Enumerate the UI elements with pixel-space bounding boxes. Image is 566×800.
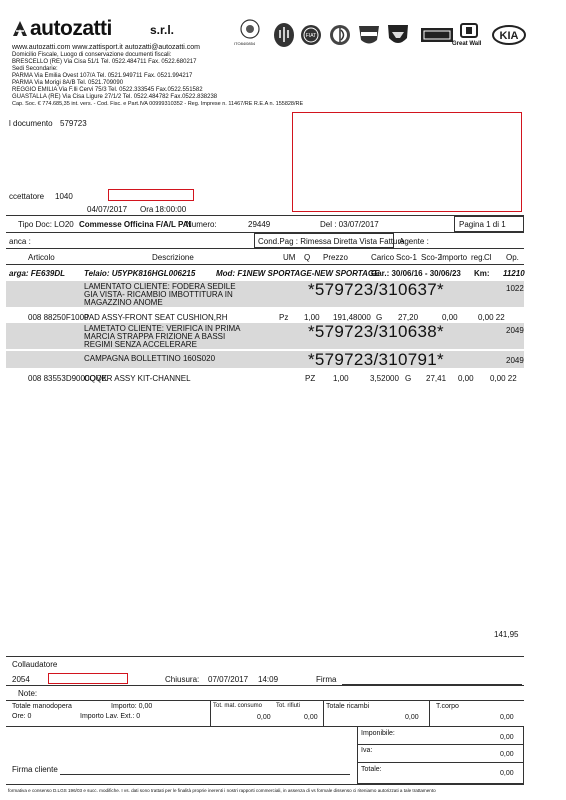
banca-label: anca : xyxy=(9,237,31,246)
company-capital-info: Cap. Soc. € 774.685,35 int. vers. - Cod. Fisc. e Part.IVA 00999310352 - Reg. Imprese n. 11467/RE R.E.A n. 155828/RE xyxy=(12,101,304,107)
note-line: MARCIA STRAPPA FRIZIONE A BASSI xyxy=(84,332,226,341)
jeep-logo xyxy=(420,22,454,48)
item-amount: 0,00 xyxy=(458,374,474,383)
item-discount: 27,41 xyxy=(426,374,447,383)
agente-label: Agente : xyxy=(399,237,429,246)
document-total: 141,95 xyxy=(494,630,519,639)
acceptor-label: ccettatore xyxy=(9,192,45,201)
col-sco2: Sco-2 xyxy=(421,253,442,262)
col-carico: Carico xyxy=(371,253,395,262)
firma-label: Firma xyxy=(316,675,337,684)
chiusura-time: 14:09 xyxy=(258,675,279,684)
km-value: 11210 xyxy=(503,269,525,278)
col-descrizione: Descrizione xyxy=(152,253,194,262)
barcode-text: *579723/310791* xyxy=(308,350,444,369)
col-cl: Cl xyxy=(484,253,492,262)
headquarters-address: BRESCELLO (RE) Via Cisa 51/1 Tel. 0522.484711 Fax. 0522.680217 xyxy=(12,59,197,65)
svg-text:FIAT: FIAT xyxy=(305,33,317,39)
km-label: Km: xyxy=(474,269,490,278)
note-line: LAMENTATO CLIENTE: FODERA SEDILE xyxy=(84,282,236,291)
item-um: Pz xyxy=(279,313,289,322)
targa: arga: FE639DL xyxy=(9,269,66,278)
document-time: 18:00:00 xyxy=(155,205,187,214)
operator-code: 1022 xyxy=(506,284,524,293)
secondary-offices-label: Sedi Secondarie: xyxy=(12,66,58,72)
collaudatore-code: 2054 xyxy=(12,675,30,684)
item-um: PZ xyxy=(305,374,316,383)
col-sco1: Sco-1 xyxy=(396,253,417,262)
kia-logo xyxy=(492,22,526,48)
col-q: Q xyxy=(304,253,311,262)
note-line: LAMETATO CLIENTE: VERIFICA IN PRIMA xyxy=(84,324,241,333)
time-label: Ora xyxy=(140,205,154,214)
totale-value: 0,00 xyxy=(500,770,514,777)
barcode-text: *579723/310637* xyxy=(308,280,444,299)
note-line: REGIMI SENZA ACCELERARE xyxy=(84,340,197,349)
col-importo: Importo xyxy=(440,253,468,262)
importo-label: Importo: 0,00 xyxy=(111,703,153,710)
lancia-logo xyxy=(357,22,381,48)
fiscal-address-label: Domicilio Fiscale, Luogo di conservazione documenti fiscali: xyxy=(12,52,172,58)
item-vat: 0,00 22 xyxy=(478,313,505,322)
note-label: Note: xyxy=(18,689,38,698)
col-op: Op. xyxy=(506,253,519,262)
maserati-logo xyxy=(273,22,295,48)
col-articolo: Articolo xyxy=(28,253,55,262)
numero-value: 29449 xyxy=(248,220,271,229)
abarth-logo xyxy=(386,22,410,48)
telaio: Telaio: U5YPK816HGL006215 xyxy=(84,269,196,278)
totale-ricambi-value: 0,00 xyxy=(405,714,419,721)
collaudatore-label: Collaudatore xyxy=(12,660,58,669)
item-code: 008 88250F1000 xyxy=(28,313,89,322)
client-signature-line xyxy=(60,774,350,775)
chiusura-label: Chiusura: xyxy=(165,675,200,684)
cert-badge-text: ITO84/0854 xyxy=(234,41,256,46)
col-prezzo: Prezzo xyxy=(323,253,348,262)
model: Mod: F1NEW SPORTAGE-NEW SPORTAGE xyxy=(216,269,380,278)
totale-ricambi-label: Totale ricambi xyxy=(326,703,370,710)
item-description: PAD ASSY-FRONT SEAT CUSHION,RH xyxy=(84,313,228,322)
customer-address-box xyxy=(292,112,522,212)
col-reg: reg. xyxy=(471,253,485,262)
item-price: 3,52000 xyxy=(370,374,399,383)
page-indicator: Pagina 1 di 1 xyxy=(459,220,506,229)
note-line: GIA VISTA- RICAMBIO IMBOTTITURA IN xyxy=(84,290,233,299)
item-quantity: 1,00 xyxy=(333,374,349,383)
item-quantity: 1,00 xyxy=(304,313,320,322)
importo-lav-ext: Importo Lav. Ext.: 0 xyxy=(80,713,141,720)
company-suffix: s.r.l. xyxy=(150,23,175,37)
imponibile-value: 0,00 xyxy=(500,734,514,741)
payment-terms: Cond.Pag : Rimessa Diretta Vista Fattura xyxy=(258,237,405,246)
tcorpo-label: T.corpo xyxy=(436,703,459,710)
commesse: Commesse Officina F/A/L PAI xyxy=(79,220,191,229)
alfa-romeo-logo xyxy=(329,22,351,48)
tot-mat-consumo-value: 0,00 xyxy=(257,714,271,721)
tot-rifiuti-value: 0,00 xyxy=(304,714,318,721)
svg-text:KIA: KIA xyxy=(499,30,519,42)
del-date: Del : 03/07/2017 xyxy=(320,220,379,229)
tcorpo-value: 0,00 xyxy=(500,714,514,721)
acceptor-code: 1040 xyxy=(55,192,73,201)
ore-label: Ore: 0 xyxy=(12,713,32,720)
branch-address: PARMA Via Emilia Ovest 107/A Tel. 0521.949711 Fax. 0521.994217 xyxy=(12,73,193,79)
firma-cliente-label: Firma cliente xyxy=(12,765,58,774)
document-number: 579723 xyxy=(60,119,87,128)
tipo-doc: Tipo Doc: LO20 xyxy=(18,220,74,229)
warranty: Gar.: 30/06/16 - 30/06/23 xyxy=(371,269,461,278)
document-number-label: l documento xyxy=(9,119,53,128)
item-g: G xyxy=(405,374,412,383)
operator-code: 2049 xyxy=(506,326,524,335)
tot-mat-consumo-label: Tot. mat. consumo xyxy=(213,703,263,709)
iva-value: 0,00 xyxy=(500,751,514,758)
item-g: G xyxy=(376,313,383,322)
great-wall-label: Great Wall xyxy=(452,41,482,47)
branch-address: GUASTALLA (RE) Via Cisa Ligure 27/1/2 Tel. 0522.484782 Fax.0522.838238 xyxy=(12,94,218,100)
company-name: autozatti xyxy=(30,17,112,40)
tot-rifiuti-label: Tot. rifiuti xyxy=(276,703,301,709)
totale-label: Totale: xyxy=(361,766,382,773)
iva-label: Iva: xyxy=(361,747,373,754)
barcode-text: *579723/310638* xyxy=(308,322,444,341)
operator-code: 2049 xyxy=(506,356,524,365)
acceptor-name-redacted xyxy=(108,189,194,201)
company-websites: www.autozatti.com www.zattisport.it autozatti@autozatti.com xyxy=(12,44,201,51)
item-code: 008 83553D9000QQK xyxy=(28,374,108,383)
company-logo xyxy=(12,20,28,38)
document-date: 04/07/2017 xyxy=(87,205,128,214)
item-amount: 0,00 xyxy=(442,313,458,322)
item-discount: 27,20 xyxy=(398,313,419,322)
privacy-notice: formativa e consenso D.LGS 196/03 e succ. modifiche. I vs. dati sono trattati per le finalità proprie inerenti i nostri rapporti commerciali, in assenza di vs formale dissenso ci riteniamo autorizzati a tale trattamento xyxy=(8,788,436,793)
note-line: CAMPAGNA BOLLETTINO 160S020 xyxy=(84,354,216,363)
collaudatore-name-redacted xyxy=(48,673,128,684)
branch-address: REGGIO EMILIA Via F.lli Cervi 75/3 Tel. 0522.333545 Fax.0522.551582 xyxy=(12,87,203,93)
note-line: MAGAZZINO ANOME xyxy=(84,298,163,307)
fiat-logo xyxy=(300,22,322,48)
branch-address: PARMA Via Morigi 8A/B Tel. 0521.709090 xyxy=(12,80,124,86)
numero-label: Numero: xyxy=(186,220,217,229)
item-vat: 0,00 22 xyxy=(490,374,517,383)
col-um: UM xyxy=(283,253,296,262)
tot-manodopera-label: Totale manodopera xyxy=(12,703,72,710)
chiusura-date: 07/07/2017 xyxy=(208,675,249,684)
item-description: COVER ASSY KIT-CHANNEL xyxy=(84,374,191,383)
item-price: 191,48000 xyxy=(333,313,371,322)
imponibile-label: Imponibile: xyxy=(361,730,395,737)
